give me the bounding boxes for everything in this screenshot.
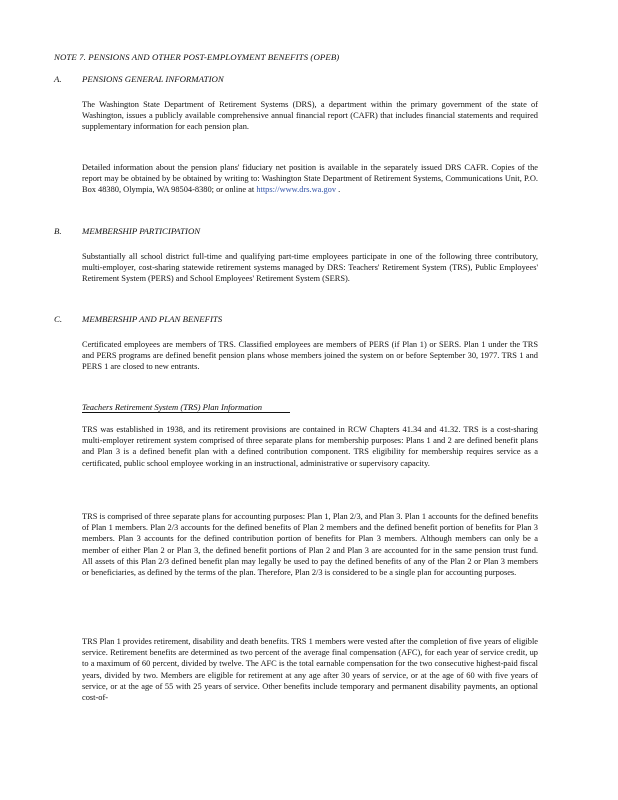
section-b-paragraph-1: Substantially all school district full-time and qualifying part-time employees participate in one of the following three contributory, multi-employer, cost-sharing statewide retirement systems managed by DRS: Teachers' Retirement System (TRS), Public Employees' Retirement System (PERS) and School Employees' Retirement System (SERS). — [82, 252, 538, 284]
section-c-heading — [54, 314, 554, 325]
section-c-title: MEMBERSHIP AND PLAN BENEFITS — [82, 314, 223, 324]
section-a-paragraph-1: The Washington State Department of Retirement Systems (DRS), a department within the primary government of the state of Washington, issues a publicly available comprehensive annual financial report (CAFR) that includes financial statements and required supplementary information for each pension plan. — [82, 100, 538, 132]
section-b-letter: B. — [54, 226, 62, 236]
section-a-paragraph-2: Detailed information about the pension plans' fiduciary net position is available in the separately issued DRS CAFR. Copies of the report may be obtained by be obtained by writing to: Washington State Department of Retirement Systems, Communications Unit, P.O. Box 48380, Olympia, WA 98504-8380; or online at https://www.drs.wa.gov . — [82, 163, 538, 195]
trs-paragraph-3: TRS Plan 1 provides retirement, disability and death benefits. TRS 1 members were vested after the completion of five years of eligible service. Retirement benefits are determined as two percent of the average final compensation (AFC), for each year of service credit, up to a maximum of 60 percent, divided by twelve. The AFC is the total earnable compensation for the two consecutive highest-paid fiscal years, divided by two. Members are eligible for retirement at any age after 30 years of service, or at the age of 60 with five years of service, or at the age of 55 with 25 years of service. Other benefits include temporary and permanent disability payments, an optional cost-of- — [82, 637, 538, 703]
drs-website-link[interactable]: https://www.drs.wa.gov — [256, 185, 337, 195]
trs-paragraph-2: TRS is comprised of three separate plans for accounting purposes: Plan 1, Plan 2/3, and Plan 3. Plan 1 accounts for the defined benefits of Plan 1 members. Plan 2/3 accounts for the defined benefits of Plan 2 members and the defined benefit portion of benefits for Plan 3 members. Plan 3 accounts for the defined contribution portion of benefits for Plan 3 members. Although members can only be a member of either Plan 2 or Plan 3, the defined benefit portions of Plan 2 and Plan 3 are accounted for in the same pension trust fund. All assets of this Plan 2/3 defined benefit plan may legally be used to pay the defined benefits of any of the Plan 2 or Plan 3 members or beneficiaries, as defined by the terms of the plan. Therefore, Plan 2/3 is considered to be a single plan for accounting purposes. — [82, 512, 538, 578]
section-c-paragraph-1: Certificated employees are members of TRS. Classified employees are members of PERS (if Plan 1) or SERS. Plan 1 under the TRS and PERS programs are defined benefit pension plans whose members joined the system on or before September 30, 1977. TRS 1 and PERS 1 are closed to new entrants. — [82, 340, 538, 372]
note-title: NOTE 7. PENSIONS AND OTHER POST-EMPLOYMENT BENEFITS (OPEB) — [54, 52, 340, 62]
section-a-letter: A. — [54, 74, 62, 84]
section-a-paragraph-2-text: Detailed information about the pension plans' fiduciary net position is available in the separately issued DRS CAFR. Copies of the report may be obtained by be obtained by writing to: Washington State Department of Retirement Systems, Communications Unit, P.O. Box 48380, Olympia, WA 98504-8380; or online at — [82, 163, 538, 195]
section-c-letter: C. — [54, 314, 63, 324]
section-b-title: MEMBERSHIP PARTICIPATION — [82, 226, 201, 236]
section-b-heading — [54, 226, 554, 237]
trs-plan-information-heading: Teachers Retirement System (TRS) Plan Information — [82, 402, 290, 413]
section-a-title: PENSIONS GENERAL INFORMATION — [82, 74, 224, 84]
trs-paragraph-1: TRS was established in 1938, and its retirement provisions are contained in RCW Chapters 41.34 and 41.32. TRS is a cost-sharing multi-employer retirement system comprised of three separate plans for membership purposes: Plans 1 and 2 are defined benefit plans and Plan 3 is a defined benefit plan with a defined contribution component. TRS eligibility for membership requires service as a certificated, public school employee working in an instructional, administrative or supervisory capacity. — [82, 425, 538, 468]
section-a-heading — [54, 74, 554, 85]
